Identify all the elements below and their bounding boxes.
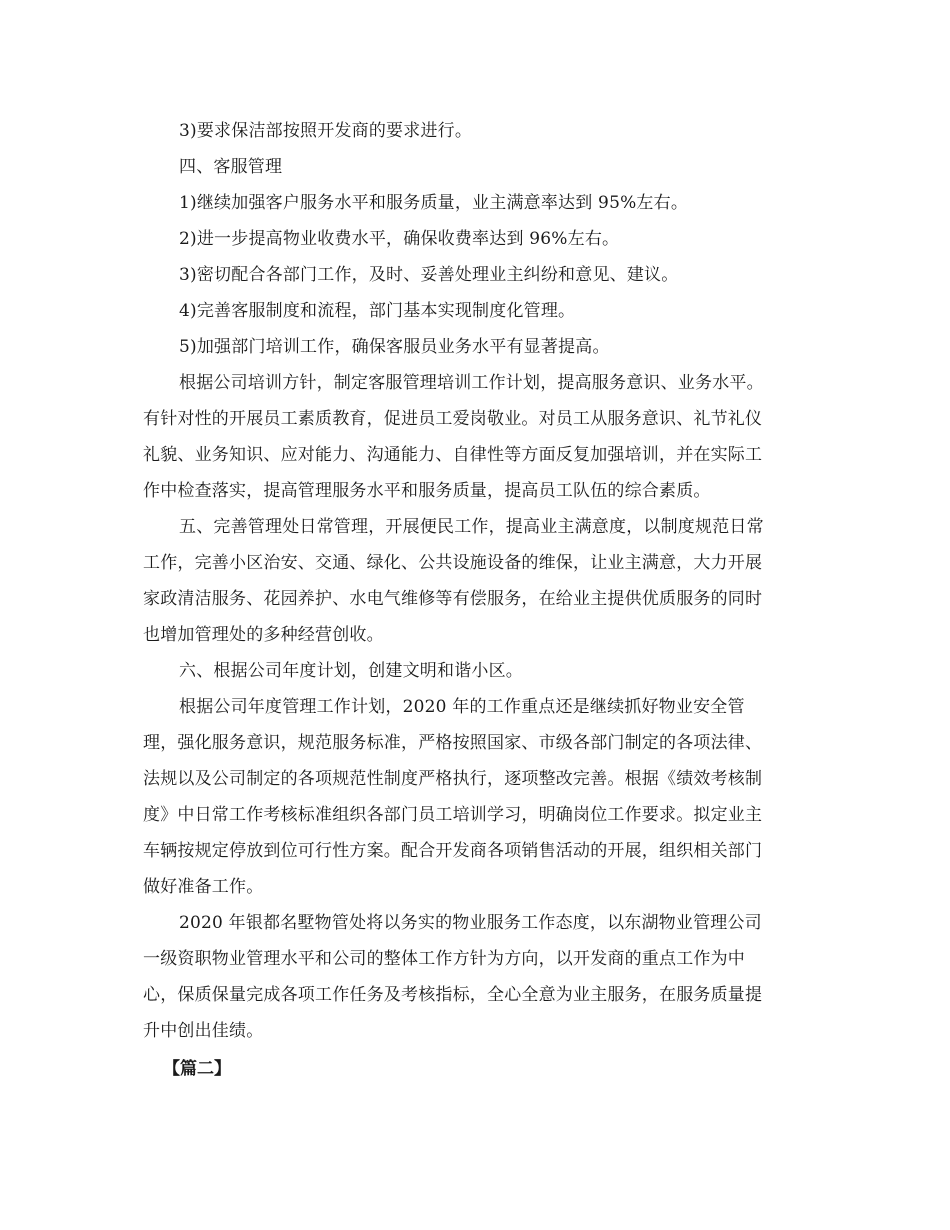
paragraph-line: 家政清洁服务、花园养护、水电气维修等有偿服务，在给业主提供优质服务的同时: [143, 589, 763, 609]
section-five-paragraph: [143, 509, 823, 653]
paragraph-line: 法规以及公司制定的各项规范性制度严格执行，逐项整改完善。根据《绩效考核制: [143, 769, 763, 789]
paragraph-line: 心，保质保量完成各项工作任务及考核指标，全心全意为业主服务，在服务质量提: [143, 985, 763, 1005]
paragraph-line: 工作，完善小区治安、交通、绿化、公共设施设备的维保，让业主满意，大力开展: [143, 553, 763, 573]
section-heading-six: 六、根据公司年度计划，创建文明和谐小区。: [179, 661, 523, 681]
paragraph-line: 根据公司培训方针，制定客服管理培训工作计划，提高服务意识、业务水平。: [179, 373, 764, 393]
paragraph-line: 做好准备工作。: [143, 877, 264, 897]
paragraph-line: 车辆按规定停放到位可行性方案。配合开发商各项销售活动的开展，组织相关部门: [143, 841, 763, 861]
paragraph-line: 有针对性的开展员工素质教育，促进员工爱岗敬业。对员工从服务意识、礼节礼仪: [143, 409, 763, 429]
customer-service-item-2: 2)进一步提高物业收费水平，确保收费率达到 96%左右。: [179, 229, 620, 249]
section-marker-part-two: 【篇二】: [163, 1059, 231, 1079]
paragraph-line: 2020 年银都名墅物管处将以务实的物业服务工作态度，以东湖物业管理公司: [179, 913, 762, 933]
customer-service-item-1: 1)继续加强客户服务水平和服务质量，业主满意率达到 95%左右。: [179, 193, 689, 213]
paragraph-line: 礼貌、业务知识、应对能力、沟通能力、自律性等方面反复加强培训，并在实际工: [143, 445, 763, 465]
annual-plan-paragraph: [143, 689, 823, 905]
paragraph-line: 作中检查落实，提高管理服务水平和服务质量，提高员工队伍的综合素质。: [143, 481, 711, 501]
closing-paragraph: [143, 905, 823, 1049]
customer-service-item-3: 3)密切配合各部门工作，及时、妥善处理业主纠纷和意见、建议。: [179, 265, 679, 285]
paragraph-line: 五、完善管理处日常管理，开展便民工作，提高业主满意度，以制度规范日常: [179, 517, 764, 537]
training-paragraph: [143, 365, 823, 509]
section-heading-customer-service: 四、客服管理: [179, 157, 283, 177]
paragraph-line: 升中创出佳绩。: [143, 1021, 264, 1041]
paragraph-line: 度》中日常工作考核标准组织各部门员工培训学习，明确岗位工作要求。拟定业主: [143, 805, 763, 825]
document-body: [143, 113, 823, 1087]
paragraph-line: 也增加管理处的多种经营创收。: [143, 625, 384, 645]
customer-service-item-4: 4)完善客服制度和流程，部门基本实现制度化管理。: [179, 301, 576, 321]
customer-service-item-5: 5)加强部门培训工作，确保客服员业务水平有显著提高。: [179, 337, 610, 357]
cleaning-item-3: 3)要求保洁部按照开发商的要求进行。: [179, 121, 473, 141]
paragraph-line: 一级资职物业管理水平和公司的整体工作方针为方向，以开发商的重点工作为中: [143, 949, 745, 969]
paragraph-line: 根据公司年度管理工作计划，2020 年的工作重点还是继续抓好物业安全管: [179, 697, 745, 717]
paragraph-line: 理，强化服务意识，规范服务标准，严格按照国家、市级各部门制定的各项法律、: [143, 733, 763, 753]
